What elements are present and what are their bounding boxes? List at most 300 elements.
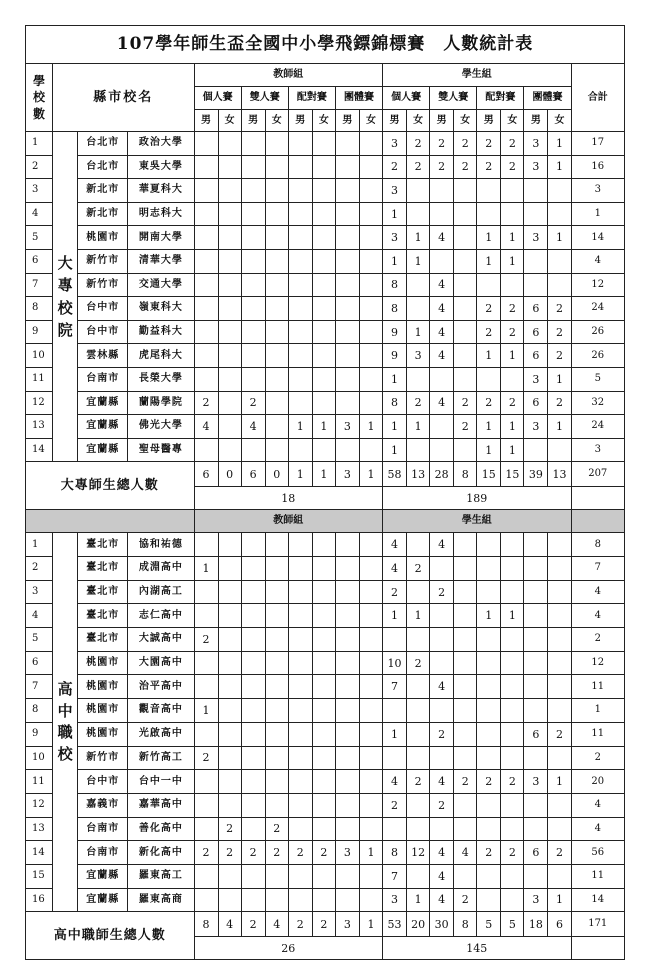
school-name: 志仁高中	[128, 604, 194, 628]
row-total: 12	[571, 651, 624, 675]
table-row	[26, 297, 625, 321]
value-cell	[194, 297, 218, 321]
value-cell	[218, 438, 241, 462]
row-number: 2	[26, 155, 53, 179]
value-cell	[241, 675, 265, 699]
summary-value: 15	[477, 462, 501, 487]
table-row	[26, 344, 625, 368]
value-cell	[501, 367, 524, 391]
group-header-row	[26, 510, 625, 533]
row-total: 12	[571, 273, 624, 297]
value-cell	[312, 557, 335, 581]
value-cell	[524, 864, 548, 888]
value-cell	[335, 249, 359, 273]
value-cell: 2	[548, 722, 571, 746]
table-row	[26, 888, 625, 912]
table-row	[26, 864, 625, 888]
value-cell	[524, 817, 548, 841]
city-name: 台中市	[78, 297, 128, 321]
value-cell	[335, 273, 359, 297]
value-cell	[335, 651, 359, 675]
value-cell: 1	[477, 438, 501, 462]
value-cell: 1	[548, 155, 571, 179]
school-name: 光啟高中	[128, 722, 194, 746]
summary-total: 207	[571, 462, 624, 487]
summary-label: 高中職師生總人數	[26, 912, 195, 960]
value-cell	[335, 391, 359, 415]
value-cell: 2	[501, 391, 524, 415]
value-cell	[335, 604, 359, 628]
value-cell	[288, 226, 312, 250]
value-cell	[477, 367, 501, 391]
value-cell: 4	[430, 675, 454, 699]
student-group-header: 學生組	[383, 510, 572, 533]
table-row	[26, 367, 625, 391]
summary-row	[26, 912, 625, 937]
value-cell	[359, 226, 382, 250]
value-cell	[312, 155, 335, 179]
value-cell: 2	[477, 841, 501, 865]
value-cell	[335, 344, 359, 368]
summary-value: 5	[477, 912, 501, 937]
summary-total: 171	[571, 912, 624, 937]
value-cell	[241, 746, 265, 770]
value-cell: 6	[524, 320, 548, 344]
value-cell: 2	[430, 580, 454, 604]
value-cell	[312, 391, 335, 415]
row-total: 2	[571, 746, 624, 770]
event-header: 個人賽	[194, 87, 241, 110]
value-cell: 2	[501, 297, 524, 321]
summary-value: 3	[335, 462, 359, 487]
value-cell	[524, 699, 548, 723]
value-cell	[218, 249, 241, 273]
row-number: 5	[26, 226, 53, 250]
value-cell	[194, 226, 218, 250]
school-name: 內湖高工	[128, 580, 194, 604]
row-number: 1	[26, 533, 53, 557]
value-cell	[454, 557, 477, 581]
value-cell	[265, 202, 288, 226]
value-cell	[359, 273, 382, 297]
value-cell	[501, 651, 524, 675]
row-total: 32	[571, 391, 624, 415]
school-name: 佛光大學	[128, 415, 194, 439]
summary-value: 8	[454, 912, 477, 937]
value-cell: 2	[383, 155, 407, 179]
value-cell	[241, 438, 265, 462]
row-number: 3	[26, 179, 53, 203]
row-total: 7	[571, 557, 624, 581]
value-cell	[359, 793, 382, 817]
value-cell	[454, 722, 477, 746]
value-cell	[312, 722, 335, 746]
value-cell	[288, 202, 312, 226]
summary-value: 1	[359, 462, 382, 487]
value-cell: 2	[407, 651, 430, 675]
female-header: 女	[265, 110, 288, 132]
value-cell	[312, 651, 335, 675]
city-name: 臺北市	[78, 533, 128, 557]
value-cell: 4	[430, 297, 454, 321]
school-name: 開南大學	[128, 226, 194, 250]
value-cell	[312, 297, 335, 321]
summary-value: 2	[241, 912, 265, 937]
value-cell: 4	[383, 533, 407, 557]
summary-value: 3	[335, 912, 359, 937]
value-cell: 1	[548, 367, 571, 391]
row-number: 5	[26, 628, 53, 652]
value-cell	[194, 344, 218, 368]
summary-value: 2	[288, 912, 312, 937]
value-cell	[312, 367, 335, 391]
value-cell	[430, 557, 454, 581]
row-total: 5	[571, 367, 624, 391]
value-cell	[359, 557, 382, 581]
value-cell	[454, 793, 477, 817]
value-cell	[241, 202, 265, 226]
value-cell	[454, 367, 477, 391]
male-header: 男	[241, 110, 265, 132]
value-cell	[548, 628, 571, 652]
value-cell	[265, 367, 288, 391]
row-number: 7	[26, 273, 53, 297]
value-cell: 2	[265, 841, 288, 865]
value-cell	[477, 557, 501, 581]
value-cell	[524, 651, 548, 675]
table-row	[26, 202, 625, 226]
value-cell	[288, 155, 312, 179]
value-cell	[501, 699, 524, 723]
value-cell	[265, 722, 288, 746]
value-cell	[241, 864, 265, 888]
row-total: 3	[571, 179, 624, 203]
summary-label: 大專師生總人數	[26, 462, 195, 510]
value-cell	[477, 202, 501, 226]
city-name: 新竹市	[78, 273, 128, 297]
value-cell	[312, 202, 335, 226]
value-cell: 1	[407, 320, 430, 344]
value-cell	[430, 817, 454, 841]
value-cell	[194, 273, 218, 297]
value-cell	[335, 746, 359, 770]
value-cell	[501, 675, 524, 699]
value-cell: 2	[241, 391, 265, 415]
value-cell: 2	[407, 557, 430, 581]
value-cell	[218, 533, 241, 557]
student-subtotal: 145	[383, 937, 572, 960]
blank-cell	[571, 487, 624, 510]
table-row	[26, 770, 625, 794]
value-cell	[218, 770, 241, 794]
value-cell	[407, 202, 430, 226]
value-cell	[218, 675, 241, 699]
value-cell	[265, 770, 288, 794]
value-cell	[312, 249, 335, 273]
value-cell	[477, 580, 501, 604]
value-cell	[477, 864, 501, 888]
value-cell	[218, 628, 241, 652]
value-cell: 2	[241, 841, 265, 865]
value-cell: 3	[524, 415, 548, 439]
value-cell	[218, 320, 241, 344]
row-number: 9	[26, 320, 53, 344]
value-cell: 2	[454, 391, 477, 415]
value-cell	[241, 320, 265, 344]
total-header: 合計	[571, 64, 624, 132]
female-header: 女	[359, 110, 382, 132]
value-cell: 1	[407, 249, 430, 273]
row-total: 26	[571, 320, 624, 344]
row-number: 12	[26, 793, 53, 817]
value-cell	[241, 155, 265, 179]
row-number: 2	[26, 557, 53, 581]
city-name: 嘉義市	[78, 793, 128, 817]
value-cell: 2	[501, 320, 524, 344]
value-cell: 1	[383, 415, 407, 439]
value-cell: 2	[194, 746, 218, 770]
value-cell	[312, 438, 335, 462]
value-cell	[407, 675, 430, 699]
value-cell	[407, 864, 430, 888]
value-cell: 1	[477, 604, 501, 628]
city-name: 臺北市	[78, 580, 128, 604]
value-cell	[477, 699, 501, 723]
blank-cell	[26, 510, 195, 533]
school-name: 羅東高工	[128, 864, 194, 888]
value-cell	[265, 320, 288, 344]
value-cell	[288, 367, 312, 391]
value-cell	[194, 675, 218, 699]
summary-value: 0	[265, 462, 288, 487]
student-group-header: 學生組	[383, 64, 572, 87]
value-cell: 4	[430, 533, 454, 557]
school-name: 治平高中	[128, 675, 194, 699]
value-cell	[288, 297, 312, 321]
table-body	[26, 26, 625, 960]
value-cell: 4	[430, 770, 454, 794]
value-cell	[265, 580, 288, 604]
value-cell	[194, 155, 218, 179]
value-cell	[548, 817, 571, 841]
value-cell	[430, 628, 454, 652]
value-cell	[241, 651, 265, 675]
value-cell	[548, 699, 571, 723]
row-number: 1	[26, 132, 53, 156]
value-cell	[265, 132, 288, 156]
value-cell	[524, 249, 548, 273]
row-total: 1	[571, 202, 624, 226]
value-cell	[265, 415, 288, 439]
value-cell	[335, 155, 359, 179]
event-header: 配對賽	[288, 87, 335, 110]
summary-value: 4	[265, 912, 288, 937]
value-cell	[194, 651, 218, 675]
value-cell: 2	[407, 391, 430, 415]
value-cell	[265, 888, 288, 912]
value-cell	[359, 155, 382, 179]
value-cell: 1	[288, 415, 312, 439]
summary-value: 5	[501, 912, 524, 937]
city-name: 桃園市	[78, 651, 128, 675]
value-cell	[335, 628, 359, 652]
value-cell	[288, 864, 312, 888]
value-cell	[335, 132, 359, 156]
value-cell	[194, 438, 218, 462]
table-row	[26, 320, 625, 344]
value-cell: 2	[430, 793, 454, 817]
value-cell	[454, 179, 477, 203]
row-total: 26	[571, 344, 624, 368]
value-cell	[288, 675, 312, 699]
value-cell: 2	[218, 841, 241, 865]
table-row	[26, 155, 625, 179]
value-cell	[241, 344, 265, 368]
table-row	[26, 793, 625, 817]
value-cell	[548, 249, 571, 273]
female-header: 女	[454, 110, 477, 132]
row-number: 10	[26, 344, 53, 368]
value-cell	[524, 533, 548, 557]
row-number: 3	[26, 580, 53, 604]
value-cell: 6	[524, 344, 548, 368]
value-cell: 1	[477, 249, 501, 273]
school-name: 台中一中	[128, 770, 194, 794]
value-cell	[194, 367, 218, 391]
summary-value: 28	[430, 462, 454, 487]
value-cell: 6	[524, 297, 548, 321]
value-cell	[241, 273, 265, 297]
row-number: 11	[26, 770, 53, 794]
city-name: 新竹市	[78, 249, 128, 273]
value-cell: 2	[194, 841, 218, 865]
row-total: 14	[571, 226, 624, 250]
value-cell	[194, 793, 218, 817]
value-cell	[454, 320, 477, 344]
male-header: 男	[288, 110, 312, 132]
value-cell	[288, 391, 312, 415]
value-cell	[548, 864, 571, 888]
summary-value: 6	[241, 462, 265, 487]
value-cell	[194, 249, 218, 273]
value-cell	[454, 675, 477, 699]
value-cell: 1	[477, 415, 501, 439]
value-cell: 1	[501, 226, 524, 250]
value-cell	[430, 415, 454, 439]
value-cell	[359, 179, 382, 203]
value-cell	[501, 580, 524, 604]
city-name: 新北市	[78, 179, 128, 203]
value-cell	[312, 580, 335, 604]
value-cell	[241, 699, 265, 723]
value-cell	[548, 273, 571, 297]
value-cell	[194, 722, 218, 746]
value-cell	[335, 580, 359, 604]
value-cell	[454, 249, 477, 273]
value-cell: 1	[407, 415, 430, 439]
value-cell	[407, 793, 430, 817]
city-name: 宜蘭縣	[78, 391, 128, 415]
school-name: 觀音高中	[128, 699, 194, 723]
value-cell: 1	[383, 604, 407, 628]
value-cell: 2	[548, 297, 571, 321]
value-cell	[454, 604, 477, 628]
value-cell: 1	[477, 226, 501, 250]
value-cell	[430, 249, 454, 273]
row-total: 1	[571, 699, 624, 723]
table-row	[26, 391, 625, 415]
row-total: 24	[571, 297, 624, 321]
value-cell	[335, 770, 359, 794]
row-total: 24	[571, 415, 624, 439]
value-cell	[501, 746, 524, 770]
value-cell: 2	[548, 841, 571, 865]
city-name: 宜蘭縣	[78, 415, 128, 439]
value-cell	[335, 320, 359, 344]
value-cell	[383, 817, 407, 841]
city-name: 臺北市	[78, 557, 128, 581]
value-cell	[359, 297, 382, 321]
value-cell	[312, 344, 335, 368]
row-total: 56	[571, 841, 624, 865]
city-name: 桃園市	[78, 722, 128, 746]
value-cell	[218, 557, 241, 581]
value-cell	[477, 179, 501, 203]
value-cell	[288, 628, 312, 652]
value-cell: 1	[383, 202, 407, 226]
value-cell: 1	[548, 132, 571, 156]
value-cell	[359, 438, 382, 462]
value-cell: 2	[383, 580, 407, 604]
value-cell	[454, 651, 477, 675]
value-cell	[218, 155, 241, 179]
value-cell	[218, 202, 241, 226]
row-number: 13	[26, 817, 53, 841]
row-total: 8	[571, 533, 624, 557]
value-cell	[288, 746, 312, 770]
value-cell	[430, 438, 454, 462]
value-cell: 1	[407, 888, 430, 912]
school-count-header: 學 校 數	[26, 64, 53, 132]
value-cell: 2	[454, 155, 477, 179]
value-cell	[359, 770, 382, 794]
value-cell	[335, 533, 359, 557]
value-cell	[407, 580, 430, 604]
value-cell: 4	[430, 344, 454, 368]
female-header: 女	[218, 110, 241, 132]
value-cell	[501, 864, 524, 888]
value-cell	[335, 793, 359, 817]
value-cell	[288, 273, 312, 297]
value-cell: 1	[383, 722, 407, 746]
value-cell	[241, 533, 265, 557]
row-total: 14	[571, 888, 624, 912]
value-cell	[241, 817, 265, 841]
row-number: 7	[26, 675, 53, 699]
value-cell	[265, 793, 288, 817]
value-cell	[265, 155, 288, 179]
value-cell: 2	[407, 155, 430, 179]
row-number: 10	[26, 746, 53, 770]
summary-value: 13	[548, 462, 571, 487]
value-cell	[477, 817, 501, 841]
city-name: 台南市	[78, 367, 128, 391]
city-name: 宜蘭縣	[78, 864, 128, 888]
table-row	[26, 273, 625, 297]
row-number: 6	[26, 651, 53, 675]
row-total: 2	[571, 628, 624, 652]
value-cell	[407, 722, 430, 746]
